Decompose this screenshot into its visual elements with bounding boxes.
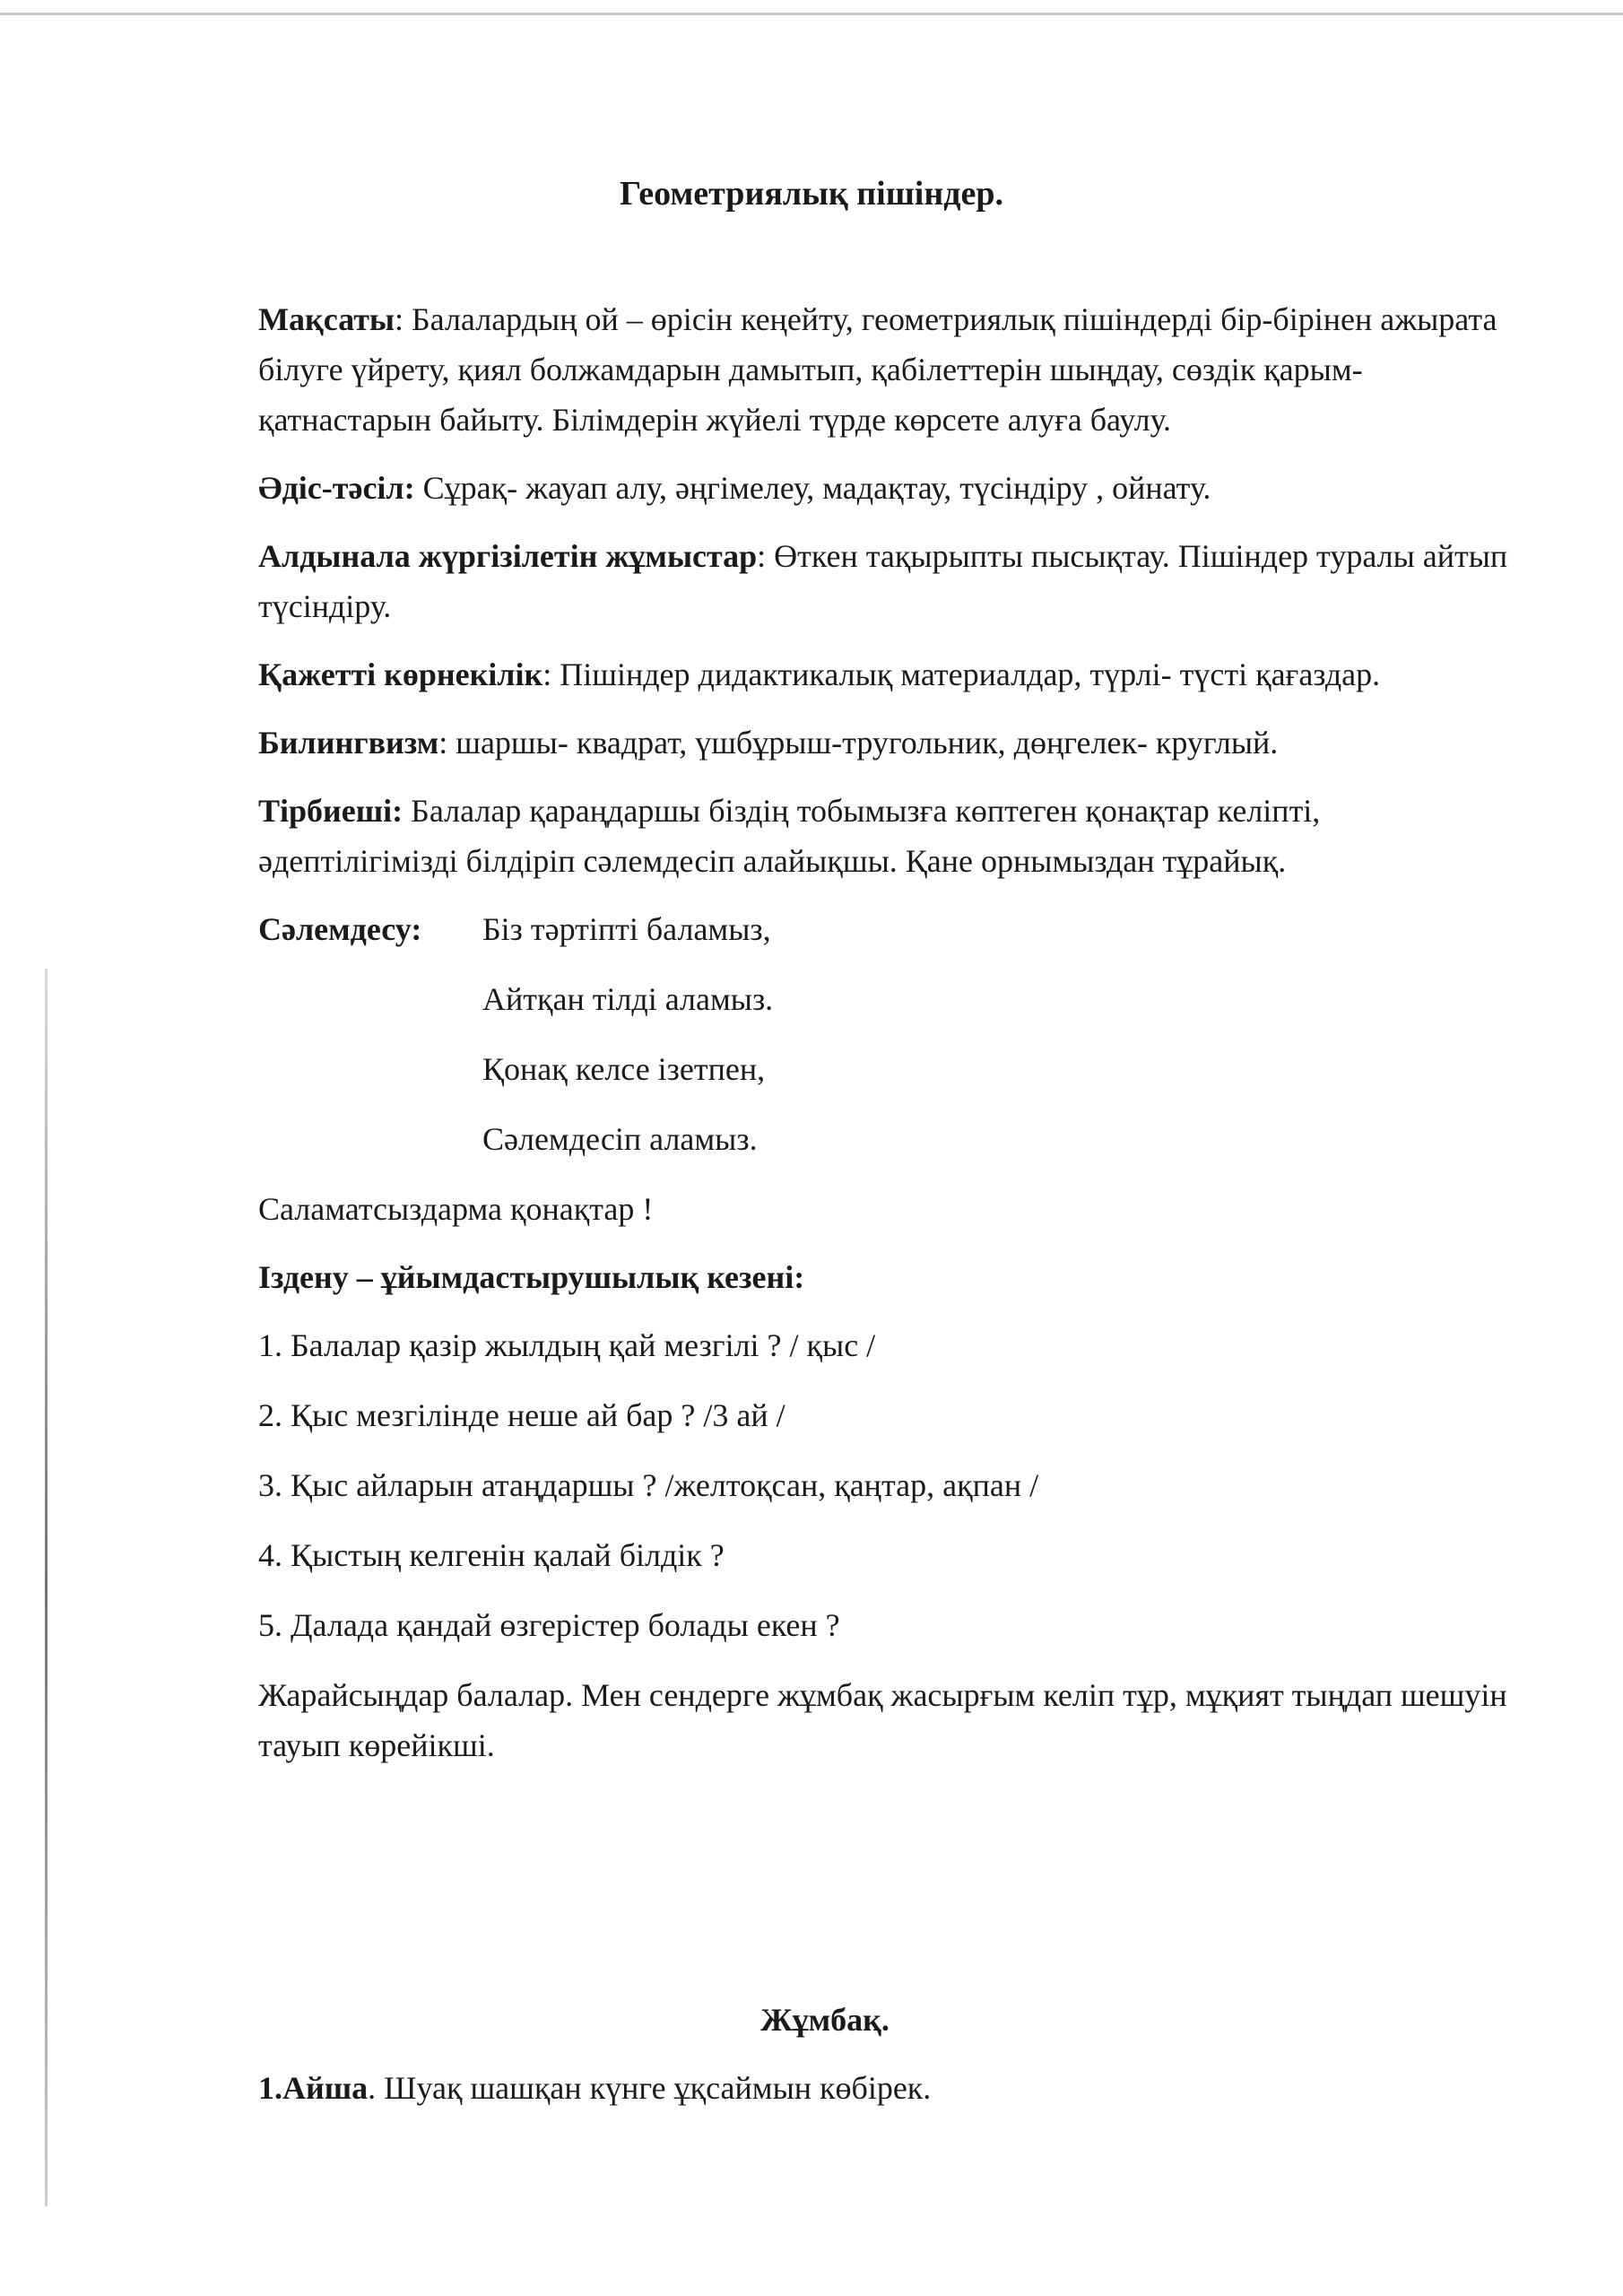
preparatory-work-label: Алдынала жүргізілетін жұмыстар	[258, 538, 758, 574]
preparatory-work-paragraph	[258, 531, 1514, 631]
riddle-line-1	[258, 2063, 1514, 2113]
greeting-verse-line	[258, 904, 1514, 954]
bilingualism-label: Билингвизм	[258, 725, 439, 761]
preparatory-work-text: : Өткен тақырыпты пысықтау. Пішіндер туралы айтып түсіндіру.	[258, 538, 1508, 624]
bilingualism-paragraph	[258, 718, 1514, 768]
question-item-4: 4. Қыстың келгенін қалай білдік ?	[258, 1537, 725, 1573]
teacher-paragraph	[258, 786, 1514, 886]
riddle-text: . Шуақ шашқан күнге ұқсаймын көбірек.	[368, 2070, 932, 2106]
greeting-verse	[258, 904, 1514, 1164]
praise-paragraph: Жарайсыңдар балалар. Мен сендерге жұмбақ жасырғым келіп тұр, мұқият тыңдап шешуін тауып көрейікші.	[258, 1677, 1507, 1763]
teacher-text: Балалар қараңдаршы біздің тобымызға көптеген қонақтар келіпті, әдептілігімізді білдіріп сәлемдесіп алайықшы. Қане орнымыздан тұрайық.	[258, 793, 1321, 879]
greeting-verse-line-4: Сәлемдесіп аламыз.	[482, 1121, 758, 1157]
riddle-heading: Жұмбақ.	[760, 2002, 890, 2038]
goal-text: : Балалардың ой – өрісін кеңейту, геометриялық пішіндерді бір-бірінен ажырата білуге үйрету, қиял болжамдарын дамытып, қабілеттерін шыңдау, сөздік қарым-қатнастарын байыту. Білімдерін жүйелі түрде көрсете алуға баулу.	[258, 301, 1497, 438]
question-item-3: 3. Қыс айларын атаңдаршы ? /желтоқсан, қаңтар, ақпан /	[258, 1467, 1039, 1503]
search-stage-heading: Іздену – ұйымдастырушылық кезені:	[258, 1259, 805, 1295]
question-item-1: 1. Балалар қазір жылдың қай мезгілі ? / қыс /	[258, 1327, 876, 1363]
greeting-verse-line-1: Біз тәртіпті баламыз,	[482, 911, 771, 947]
riddle-speaker-label: 1.Айша	[258, 2070, 369, 2106]
question-item-2: 2. Қыс мезгілінде неше ай бар ? /3 ай /	[258, 1397, 785, 1433]
bilingualism-text: : шаршы- квадрат, үшбұрыш-тругольник, дөңгелек- круглый.	[438, 725, 1279, 761]
visual-aids-label: Қажетті көрнекілік	[258, 657, 543, 692]
greeting-label: Сәлемдесу:	[258, 911, 422, 947]
visual-aids-paragraph	[258, 649, 1514, 700]
greeting-verse-line-3: Қонақ келсе ізетпен,	[482, 1051, 766, 1087]
visual-aids-text: : Пішіндер дидактикалық материалдар, түрлі- түсті қағаздар.	[542, 657, 1381, 692]
greeting-guests-line: Саламатсыздарма қонақтар !	[258, 1191, 654, 1227]
method-label: Әдіс-тәсіл:	[258, 470, 415, 506]
teacher-label: Тірбиеші:	[258, 793, 404, 829]
scan-border-line	[0, 13, 1623, 15]
page-title: Геометриялық пішіндер.	[620, 175, 1003, 213]
question-item-5: 5. Далада қандай өзгерістер болады екен ?	[258, 1607, 840, 1643]
greeting-verse-line-2: Айтқан тілді аламыз.	[482, 981, 774, 1017]
question-list	[258, 1320, 1514, 1650]
goal-paragraph	[258, 294, 1514, 445]
document-body	[258, 294, 1514, 1788]
method-paragraph	[258, 463, 1514, 513]
method-text: Сұрақ- жауап алу, әңгімелеу, мадақтау, түсіндіру , ойнату.	[414, 470, 1211, 506]
goal-label: Мақсаты	[258, 301, 395, 337]
